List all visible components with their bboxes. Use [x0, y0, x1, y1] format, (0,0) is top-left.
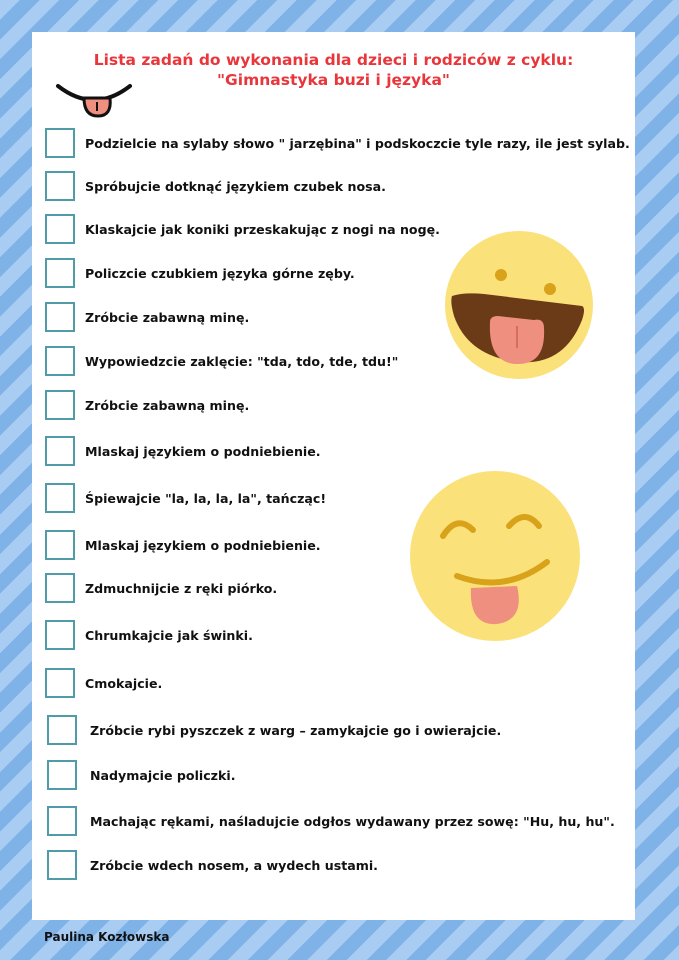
task-checkbox-14[interactable] [47, 715, 77, 745]
task-row-8 [32, 436, 635, 470]
task-checkbox-9[interactable] [45, 483, 75, 513]
task-checkbox-2[interactable] [45, 171, 75, 201]
task-label-1: Podzielcie na sylaby słowo " jarzębina" i podskoczcie tyle razy, ile jest sylab. [85, 136, 630, 151]
task-row-14 [32, 715, 635, 749]
task-checkbox-12[interactable] [45, 620, 75, 650]
task-checkbox-8[interactable] [45, 436, 75, 466]
grinning-tongue-emoji-icon [444, 230, 594, 380]
task-label-10: Mlaskaj językiem o podniebienie. [85, 538, 321, 553]
task-row-13 [32, 668, 635, 702]
task-checkbox-7[interactable] [45, 390, 75, 420]
author-name: Paulina Kozłowska [44, 930, 170, 944]
title-line-2: "Gimnastyka buzi i języka" [216, 71, 451, 89]
task-checkbox-3[interactable] [45, 214, 75, 244]
task-label-13: Cmokajcie. [85, 676, 163, 691]
task-label-4: Policzcie czubkiem języka górne zęby. [85, 266, 355, 281]
task-checkbox-5[interactable] [45, 302, 75, 332]
task-label-3: Klaskajcie jak koniki przeskakując z nogi na nogę. [85, 222, 440, 237]
title-line-1: Lista zadań do wykonania dla dzieci i rodziców z cyklu: [93, 51, 574, 69]
task-row-16 [32, 806, 635, 840]
task-row-7 [32, 390, 635, 424]
task-checkbox-11[interactable] [45, 573, 75, 603]
task-checkbox-10[interactable] [45, 530, 75, 560]
task-label-5: Zróbcie zabawną minę. [85, 310, 250, 325]
task-label-15: Nadymajcie policzki. [90, 768, 236, 783]
task-checkbox-13[interactable] [45, 668, 75, 698]
task-label-16: Machając rękami, naśladujcie odgłos wydawany przez sowę: "Hu, hu, hu". [90, 814, 615, 829]
task-checkbox-15[interactable] [47, 760, 77, 790]
task-label-2: Spróbujcie dotknąć językiem czubek nosa. [85, 179, 386, 194]
task-label-14: Zróbcie rybi pyszczek z warg – zamykajcie go i owierajcie. [90, 723, 502, 738]
task-label-11: Zdmuchnijcie z ręki piórko. [85, 581, 278, 596]
task-row-1 [32, 128, 635, 162]
task-label-9: Śpiewajcie "la, la, la, la", tańcząc! [85, 491, 327, 506]
task-label-6: Wypowiedzcie zaklęcie: "tda, tdo, tde, tdu!" [85, 354, 399, 369]
task-checkbox-16[interactable] [47, 806, 77, 836]
task-label-12: Chrumkajcie jak świnki. [85, 628, 253, 643]
task-row-17 [32, 850, 635, 884]
task-label-8: Mlaskaj językiem o podniebienie. [85, 444, 321, 459]
tongue-out-mouth-icon [54, 80, 134, 120]
task-checkbox-4[interactable] [45, 258, 75, 288]
task-label-17: Zróbcie wdech nosem, a wydech ustami. [90, 858, 378, 873]
task-checkbox-6[interactable] [45, 346, 75, 376]
task-checkbox-17[interactable] [47, 850, 77, 880]
smiling-tongue-emoji-icon [409, 470, 581, 642]
task-label-7: Zróbcie zabawną minę. [85, 398, 250, 413]
task-checkbox-1[interactable] [45, 128, 75, 158]
task-row-15 [32, 760, 635, 794]
worksheet [32, 32, 635, 920]
task-row-2 [32, 171, 635, 205]
